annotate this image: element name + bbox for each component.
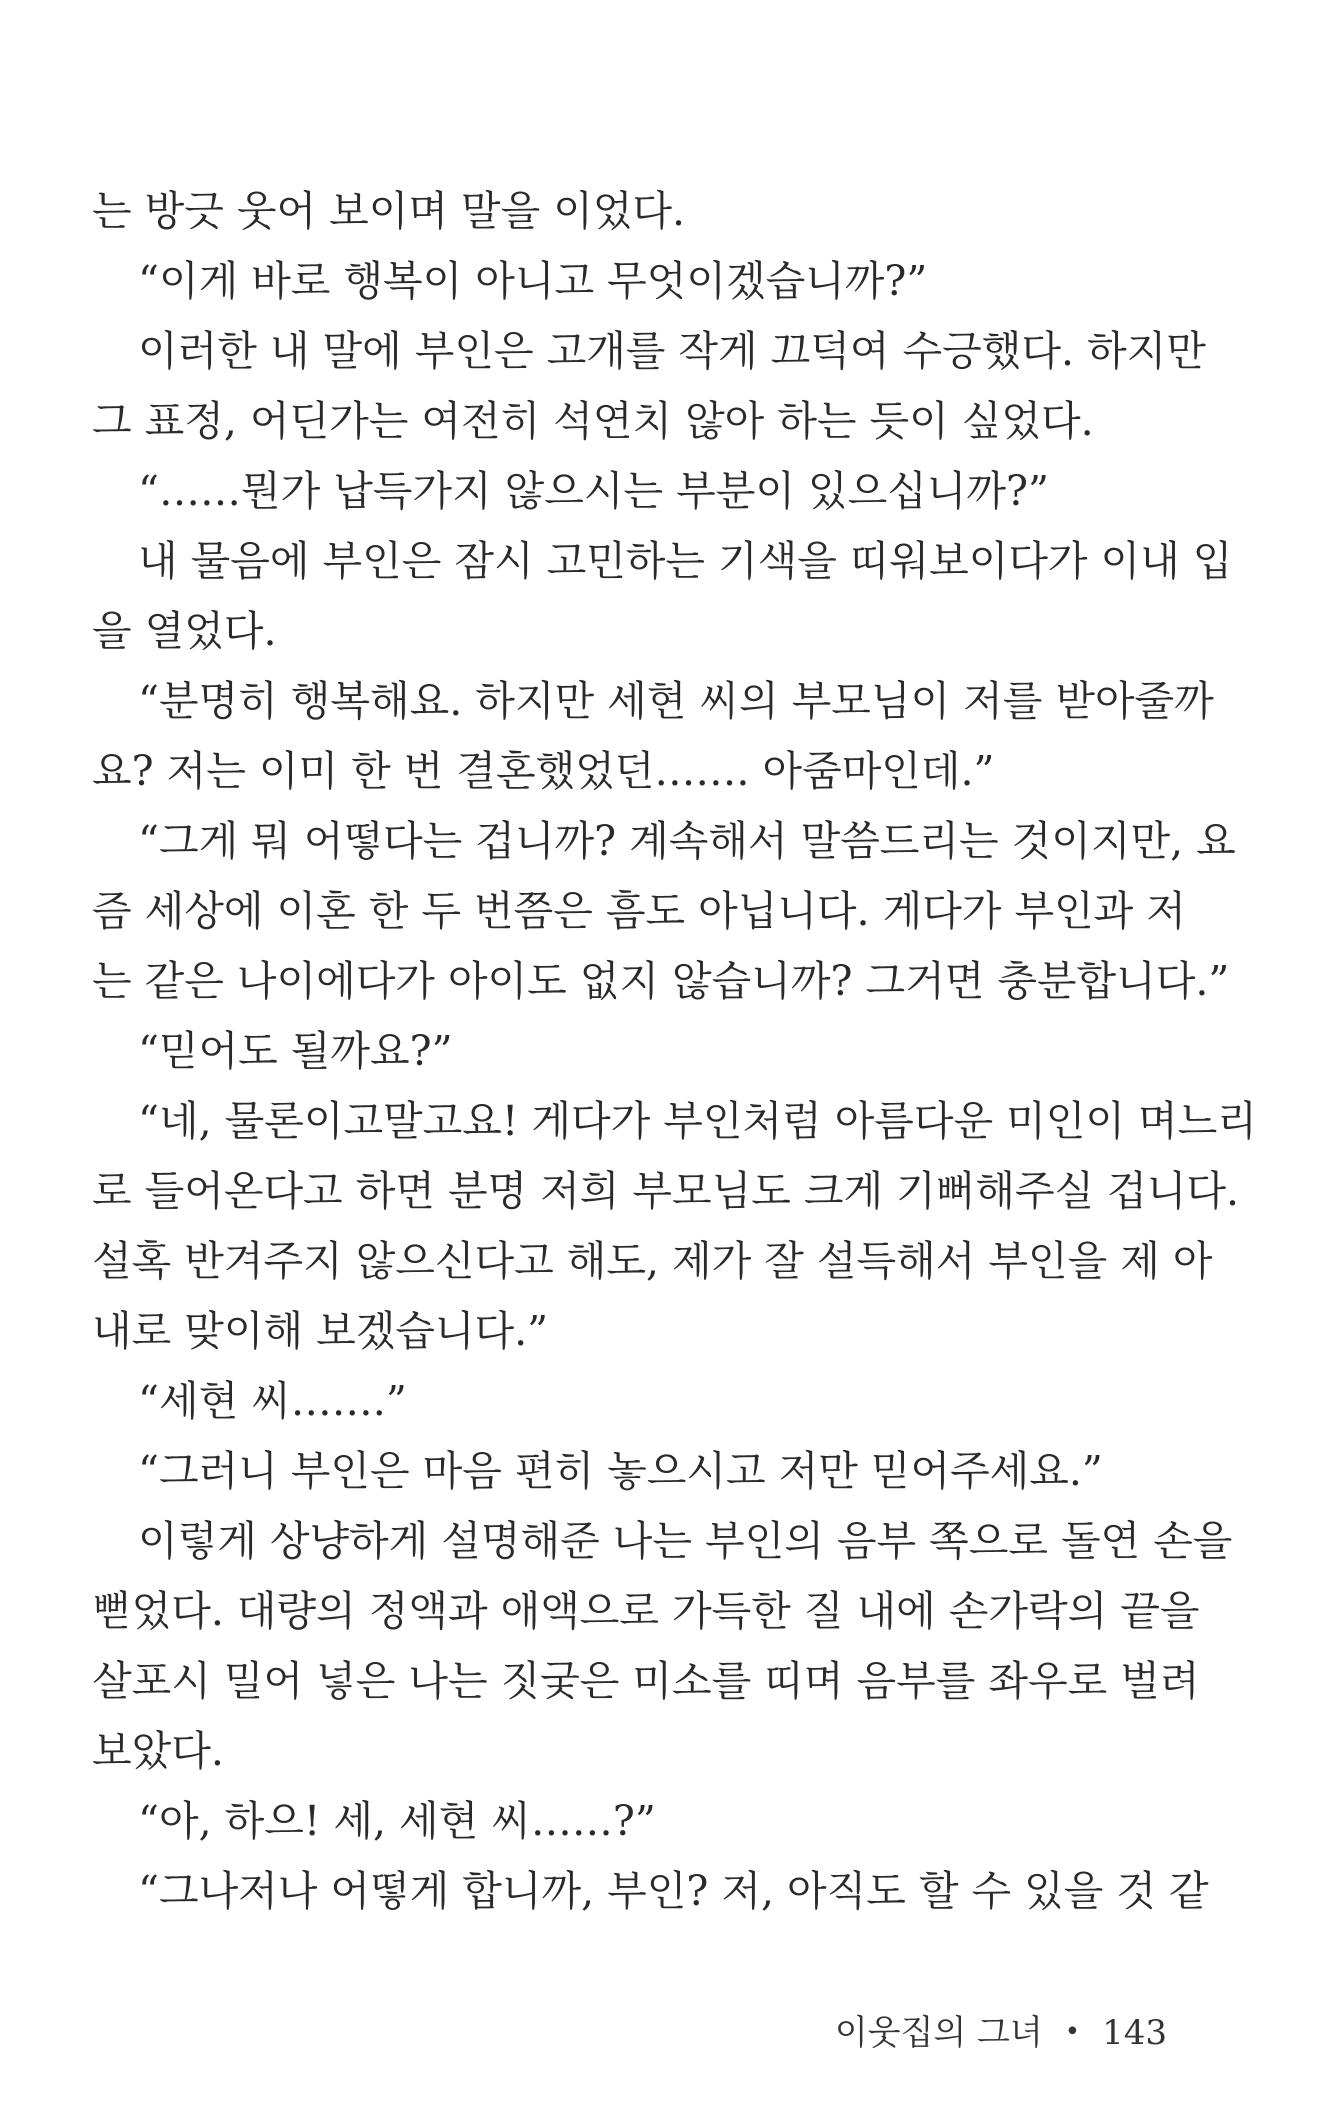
- text-line: 는 같은 나이에다가 아이도 없지 않습니까? 그거면 충분합니다.”: [92, 957, 1230, 1005]
- text-line: “믿어도 될까요?”: [138, 1027, 453, 1075]
- text-line: 는 방긋 웃어 보이며 말을 이었다.: [92, 187, 686, 235]
- text-line: “세현 씨…….”: [138, 1377, 407, 1425]
- text-line: 살포시 밀어 넣은 나는 짓궂은 미소를 띠며 음부를 좌우로 벌려: [92, 1657, 1200, 1705]
- text-line: 보았다.: [92, 1727, 224, 1775]
- page-number: 143: [1102, 2013, 1167, 2053]
- page-footer: [835, 2010, 1167, 2055]
- text-line: 내로 맞이해 보겠습니다.”: [92, 1307, 549, 1355]
- footer-separator: •: [1064, 2017, 1081, 2047]
- text-line: 로 들어온다고 하면 분명 저희 부모님도 크게 기뻐해주실 겁니다.: [92, 1167, 1240, 1215]
- text-line: 즘 세상에 이혼 한 두 번쯤은 흠도 아닙니다. 게다가 부인과 저: [92, 887, 1186, 935]
- text-line: “그게 뭐 어떻다는 겁니까? 계속해서 말씀드리는 것이지만, 요: [138, 817, 1236, 865]
- text-line: 이렇게 상냥하게 설명해준 나는 부인의 음부 쪽으로 돌연 손을: [138, 1517, 1233, 1565]
- text-line: 을 열었다.: [92, 607, 277, 655]
- text-line: 내 물음에 부인은 잠시 고민하는 기색을 띠워보이다가 이내 입: [138, 537, 1233, 585]
- text-line: “아, 하으! 세, 세현 씨……?”: [138, 1797, 656, 1845]
- text-line: 뻗었다. 대량의 정액과 애액으로 가득한 질 내에 손가락의 끝을: [92, 1587, 1200, 1635]
- text-line: “네, 물론이고말고요! 게다가 부인처럼 아름다운 미인이 며느리: [138, 1097, 1257, 1145]
- text-line: “그나저나 어떻게 합니까, 부인? 저, 아직도 할 수 있을 것 같: [138, 1867, 1209, 1915]
- text-line: 이러한 내 말에 부인은 고개를 작게 끄덕여 수긍했다. 하지만: [138, 327, 1206, 375]
- text-line: “분명히 행복해요. 하지만 세현 씨의 부모님이 저를 받아줄까: [138, 677, 1214, 725]
- text-line: 요? 저는 이미 한 번 결혼했었던……. 아줌마인데.”: [92, 747, 995, 795]
- text-line: 그 표정, 어딘가는 여전히 석연치 않아 하는 듯이 싶었다.: [92, 397, 1094, 445]
- text-line: “그러니 부인은 마음 편히 놓으시고 저만 믿어주세요.”: [138, 1447, 1103, 1495]
- text-line: 설혹 반겨주지 않으신다고 해도, 제가 잘 설득해서 부인을 제 아: [92, 1237, 1213, 1285]
- running-title: 이웃집의 그녀: [834, 2013, 1043, 2053]
- text-line: “……뭔가 납득가지 않으시는 부분이 있으십니까?”: [138, 467, 1049, 515]
- text-line: “이게 바로 행복이 아니고 무엇이겠습니까?”: [138, 257, 928, 305]
